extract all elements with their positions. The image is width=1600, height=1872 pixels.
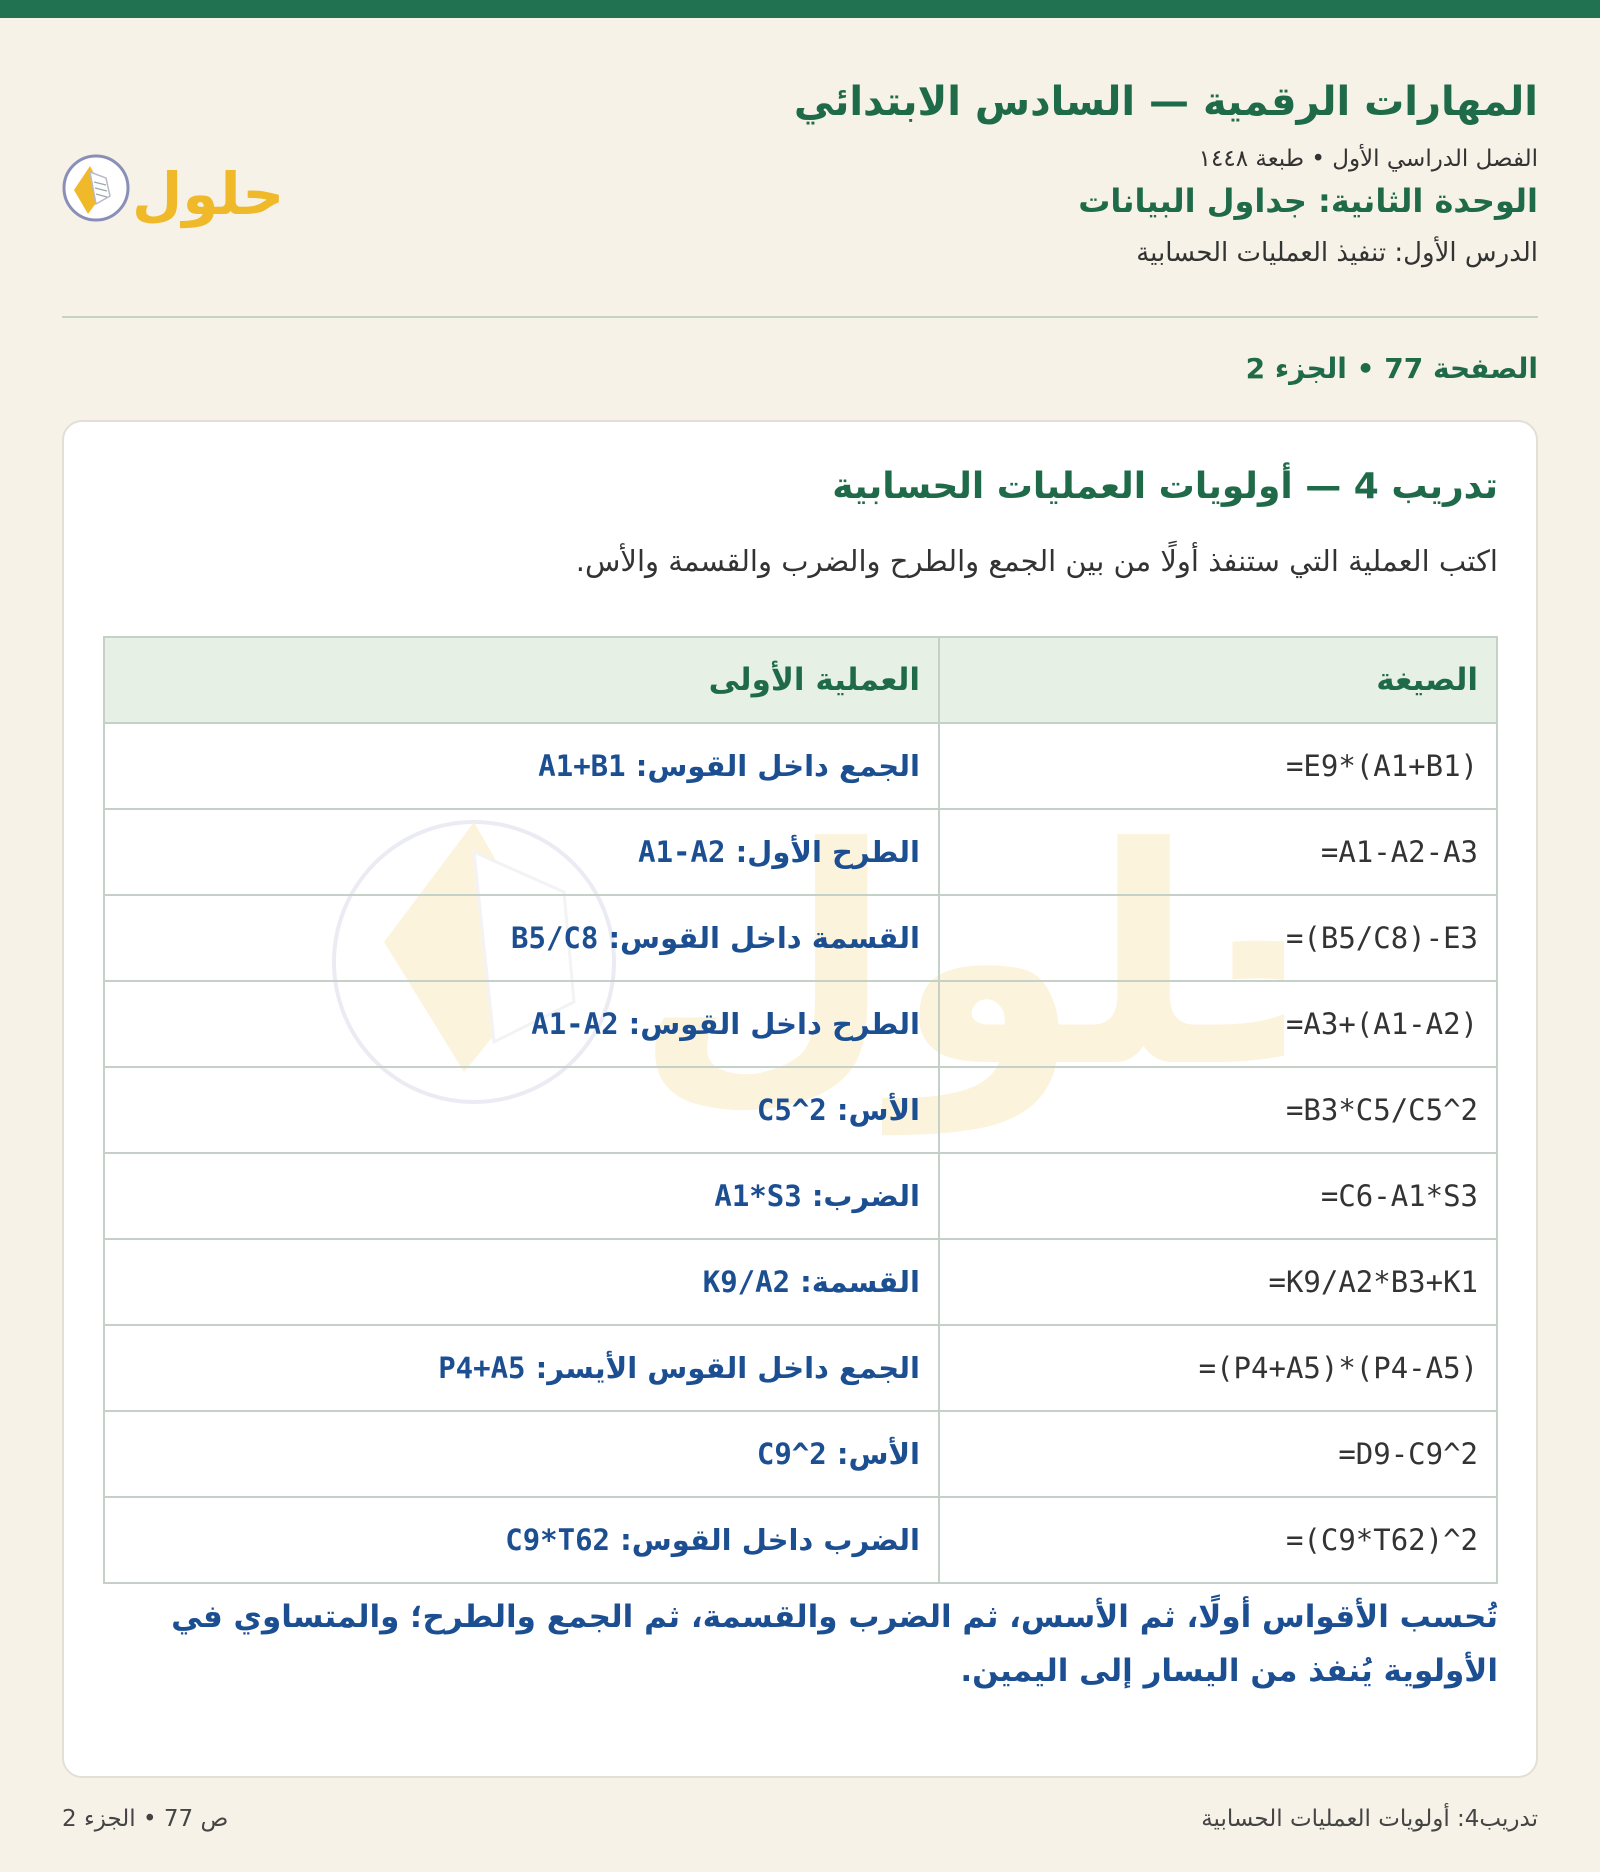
first-op-expression: P4+A5 [438,1351,526,1385]
first-op-label: الطرح الأول: [735,835,920,869]
priority-rule-note: تُحسب الأقواس أولًا، ثم الأسس، ثم الضرب والقسمة، ثم الجمع والطرح؛ والمتساوي في الأولوية يُنفذ من اليسار إلى اليمين. [171,1599,1498,1690]
first-op-label: الطرح داخل القوس: [628,1007,920,1041]
first-op-cell [104,1153,939,1239]
table-row [104,981,1497,1067]
first-op-cell [104,895,939,981]
first-op-label: الأس: [836,1093,920,1127]
exercise-card [62,420,1538,1778]
table-row [104,1153,1497,1239]
page [62,18,1538,1872]
first-op-expression: A1-A2 [531,1007,619,1041]
first-op-cell [104,723,939,809]
formula-column-header: الصيغة [939,637,1497,723]
first-op-cell [104,981,939,1067]
unit-title: الوحدة الثانية: جداول البيانات [1078,182,1538,220]
first-op-expression: K9/A2 [702,1265,791,1299]
first-op-cell [104,1411,939,1497]
table-row [104,723,1497,809]
first-op-expression: C9^2 [756,1437,827,1471]
formula-cell: =(C9*T62)^2 [939,1497,1497,1583]
svg-text:حلول: لول [634,784,1205,1133]
first-op-cell [104,1067,939,1153]
formula-cell: =A3+(A1-A2) [939,981,1497,1067]
operations-table [103,636,1498,1584]
formula-cell: =B3*C5/C5^2 [939,1067,1497,1153]
formula-cell: =C6-A1*S3 [939,1153,1497,1239]
table-row [104,1497,1497,1583]
first-op-expression: C9*T62 [505,1523,610,1557]
first-op-cell [104,1325,939,1411]
table-row [104,1325,1497,1411]
formula-cell: =K9/A2*B3+K1 [939,1239,1497,1325]
table-row [104,1067,1497,1153]
page-part-label: الصفحة 77 • الجزء 2 [1245,352,1538,385]
first-op-label: القسمة داخل القوس: [608,921,920,955]
table-row [104,895,1497,981]
first-op-column-header: العملية الأولى [104,637,939,723]
page-header [62,18,1538,318]
first-op-label: الجمع داخل القوس: [635,749,920,783]
table-row [104,1411,1497,1497]
formula-cell: =A1-A2-A3 [939,809,1497,895]
first-op-label: الجمع داخل القوس الأيسر: [535,1351,920,1385]
table-row [104,809,1497,895]
hulul-logo [62,138,282,238]
first-op-label: القسمة: [800,1265,920,1299]
table-row [104,1239,1497,1325]
first-op-cell [104,1497,939,1583]
first-op-expression: A1*S3 [714,1179,802,1213]
formula-cell: =E9*(A1+B1) [939,723,1497,809]
book-title: المهارات الرقمية — السادس الابتدائي [793,79,1538,125]
formula-cell: =(P4+A5)*(P4-A5) [939,1325,1497,1411]
first-op-label: الأس: [836,1437,920,1471]
first-op-expression: B5/C8 [511,921,599,955]
header-divider [62,316,1538,318]
first-op-cell [104,1239,939,1325]
lesson-title: الدرس الأول: تنفيذ العمليات الحسابية [1136,238,1538,268]
formula-cell: =D9-C9^2 [939,1411,1497,1497]
exercise-title: تدريب 4 — أولويات العمليات الحسابية [832,466,1498,507]
first-op-expression: A1-A2 [638,835,726,869]
first-op-expression: A1+B1 [538,749,626,783]
first-op-cell [104,809,939,895]
header-titles [794,78,1538,268]
formula-cell: =(B5/C8)-E3 [939,895,1497,981]
table-body [104,723,1497,1583]
exercise-instruction: اكتب العملية التي ستنفذ أولًا من بين الجمع والطرح والضرب والقسمة والأس. [575,544,1498,578]
footer-exercise-label: تدريب4: أولويات العمليات الحسابية [1201,1806,1538,1832]
first-op-expression: C5^2 [756,1093,827,1127]
svg-text:حلول: حلول [132,160,282,228]
table-header-row [104,637,1497,723]
term-edition: الفصل الدراسي الأول • طبعة ١٤٤٨ [1198,146,1538,172]
footer-page-label: ص 77 • الجزء 2 [62,1806,229,1832]
first-op-label: الضرب داخل القوس: [620,1523,920,1557]
top-accent-bar [0,0,1600,18]
first-op-label: الضرب: [811,1179,920,1213]
book-logo-icon [62,138,282,238]
